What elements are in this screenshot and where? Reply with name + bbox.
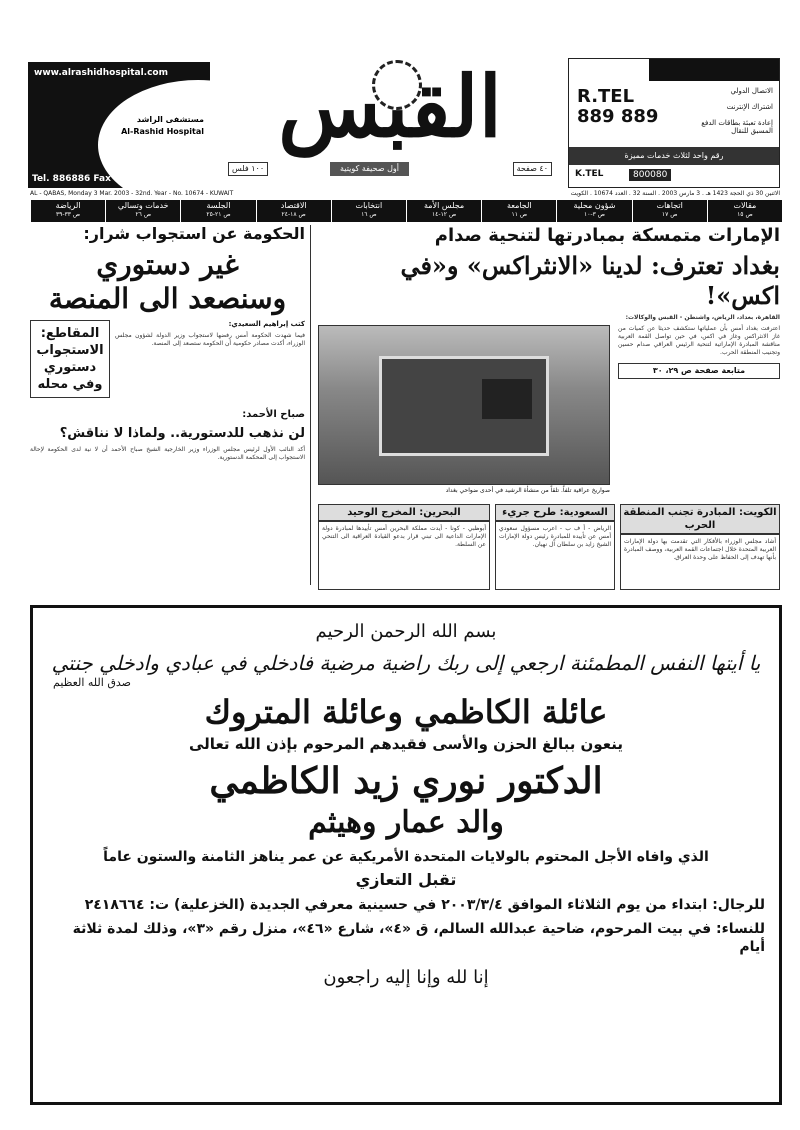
- main-dateline: القاهرة، بغداد، الرياض، واشنطن - القبس والوكالات:: [625, 314, 780, 321]
- closing-verse: إنا لله وإنا إليه راجعون: [323, 967, 489, 988]
- deceased-name: الدكتور نوري زيد الكاظمي: [209, 760, 603, 802]
- story-box-saudi: [495, 504, 615, 590]
- box-headline[interactable]: البحرين: المخرج الوحيد: [319, 505, 489, 522]
- tagline: أول صحيفة كويتية: [330, 162, 409, 176]
- ktel: K.TEL: [575, 169, 604, 179]
- ad-name-en: Al-Rashid Hospital: [121, 127, 204, 136]
- nav-item[interactable]: مقالات ص ١٥: [707, 200, 782, 222]
- hospital-ad: [28, 62, 210, 188]
- story-box-kuwait: [620, 504, 780, 590]
- service-2: اشتراك الإنترنت: [726, 103, 773, 111]
- box-headline[interactable]: السعودية: طرح جريء: [496, 505, 614, 522]
- photo-caption: صواريخ عراقية تلفاً. تلقاً من منشأة الرشيد في أحدى ضواحي بغداد: [445, 487, 610, 494]
- ad-band: رقم واحد لثلاث خدمات مميزة: [569, 147, 779, 165]
- sms-number: 800080: [629, 169, 671, 181]
- box-headline[interactable]: الكويت: المبادرة تجنب المنطقة الحرب: [621, 505, 779, 535]
- story-boxes: [318, 504, 780, 590]
- nav-item[interactable]: الجامعة ص ١١: [481, 200, 556, 222]
- main-kicker: الإمارات متمسكة بمبادرتها لتنحية صدام: [434, 225, 780, 246]
- side-story-row: [30, 320, 305, 398]
- nav-item[interactable]: انتخابات ص ١٦: [331, 200, 406, 222]
- rtel-number: 889 889: [577, 106, 659, 127]
- nav-item[interactable]: خدمات وتسالي ص ٢٦: [105, 200, 180, 222]
- service-3: إعادة تعبئة بطاقات الدفع المسبق للنقال: [701, 119, 773, 135]
- ad-url: www.alrashidhospital.com: [34, 68, 168, 78]
- women-condolences: للنساء: في بيت المرحوم، ضاحية عبدالله السالم، ق «٤»، شارع «٤٦»، منزل رقم «٣»، وذلك لمدة ثلاثة أيام: [72, 921, 765, 955]
- box-body: أبوظبي - كونا - أيدت مملكة البحرين أمس تأييدها لمبادرة دولة الإمارات الداعية الى تبني قرار بدعو القيادة العراقية الى التنحي عن السلطة.: [322, 525, 486, 548]
- families: عائلة الكاظمي وعائلة المتروك: [204, 693, 608, 731]
- pages-badge: ٤٠ صفحة: [513, 162, 552, 176]
- death-details: الذي وافاه الأجل المحتوم بالولايات المتحدة الأمريكية عن عمر يناهز الثامنة والستون عاماً: [103, 849, 709, 865]
- main-story: [318, 224, 780, 590]
- condolences-title: تقبل التعازي: [355, 870, 457, 889]
- sadaq: صدق الله العظيم: [53, 676, 131, 689]
- box-body: الرياض - أ ف ب - اعرب مسؤول سعودي أمس عن تأييده للمبادرة رئيس دولة الإمارات الشيخ زايد بن سلطان آل نهيان.: [499, 525, 611, 548]
- side-author: كتب إبراهيم السعيدي:: [228, 320, 305, 328]
- nav-item[interactable]: الجلسة ص ٢١-٢٥: [180, 200, 255, 222]
- story-box-bahrain: [318, 504, 490, 590]
- sub-headline[interactable]: لن نذهب للدستورية.. ولماذا لا نناقش؟: [59, 426, 305, 441]
- section-nav: [30, 200, 782, 222]
- side-headline-2: وسنصعد الى المنصة: [48, 282, 287, 315]
- service-1: الاتصال الدولي: [730, 87, 773, 95]
- sub-body: أكد النائب الأول لرئيس مجلس الوزراء وزير الخارجية الشيخ صباح الأحمد أن لا نية لدى الحكومة لإحالة الاستجواب إلى المحكمة الدستورية.: [30, 446, 305, 461]
- main-headline[interactable]: بغداد تعترف: لدينا «الانثراكس» و«في اكس»!: [400, 251, 780, 310]
- dateline-en: AL - QABAS, Monday 3 Mar. 2003 - 32nd. Year - No. 10674 - KUWAIT: [30, 190, 234, 197]
- nav-item[interactable]: شؤون محلية ص ٣-١٠: [556, 200, 631, 222]
- box-body: أشاد مجلس الوزراء بالأفكار التي تقدمت بها دولة الإمارات العربية المتحدة خلال اجتماعات القمة العربية، ووصف المبادرة بأنها تهدف إلى الحفاظ على وحدة العراق.: [624, 538, 776, 561]
- rtel-ad: [568, 58, 780, 188]
- men-condolences: للرجال: ابتداء من يوم الثلاثاء الموافق ٢٠٠٣/٣/٤ في حسينية معرفي الجديدة (الخزعلية) ت: ٢٤١٨٦٦٤: [84, 897, 765, 913]
- side-quote-box: المقاطع: الاستجواب دستوري وفي محله: [30, 320, 110, 398]
- obituary-notice: [30, 605, 782, 1105]
- nav-item[interactable]: مجلس الأمة ص ١٢-١٤: [406, 200, 481, 222]
- nav-item[interactable]: اتجاهات ص ١٧: [632, 200, 707, 222]
- rtel-brand-name: R.TEL: [577, 86, 635, 107]
- side-text-column: [115, 320, 305, 348]
- side-story: [30, 224, 305, 462]
- mourn-text: ينعون ببالغ الحزن والأسى فقيدهم المرحوم بإذن الله تعالى: [189, 735, 623, 753]
- side-headline[interactable]: [30, 248, 305, 316]
- deceased-children: والد عمار وهيثم: [308, 805, 504, 840]
- basmala: بسم الله الرحمن الرحيم: [315, 621, 497, 642]
- masthead-logo: [220, 58, 560, 188]
- dateline-ar: الاثنين 30 ذي الحجة 1423 هـ . 3 مارس 2003 . السنة 32 . العدد 10674 . الكويت: [570, 190, 780, 197]
- ad-tel: Tel. 886886 Fax 5652233: [32, 174, 158, 184]
- side-headline-1: غير دستوري: [96, 248, 239, 281]
- nav-item[interactable]: الرياضة ص ٣٣-٣٩: [30, 200, 105, 222]
- main-story-row: [318, 325, 780, 495]
- price-badge: ١٠٠ فلس: [228, 162, 268, 176]
- quran-verse: يا أيتها النفس المطمئنة ارجعي إلى ربك راضية مرضية فادخلي في عبادي وادخلي جنتي: [51, 651, 761, 675]
- sub-kicker: صباح الأحمد:: [242, 409, 305, 420]
- ad-hospital-name: [121, 114, 204, 138]
- logo-text: القبس: [278, 57, 502, 156]
- side-kicker: الحكومة عن استجواب شرار:: [83, 224, 305, 243]
- side-body: فيما شهدت الحكومة أمس رفضها لاستجواب وزير الدولة لشؤون مجلس الوزراء، أكدت مصادر حكومية أن الحكومة ستصعد إلى المنصة.: [115, 332, 305, 347]
- rtel-brand: [577, 87, 658, 127]
- main-text-column: [618, 325, 780, 379]
- column-divider: [310, 225, 311, 585]
- nav-item[interactable]: الاقتصاد ص ١٨-٢٤: [256, 200, 331, 222]
- truck-photo: [318, 325, 610, 485]
- ad-name-ar: مستشفى الراشد: [136, 115, 204, 124]
- follow-link[interactable]: متابعة صفحة ص ٢٩، ٣٠: [618, 363, 780, 379]
- photo-block: [318, 325, 610, 495]
- main-body: اعترفت بغداد أمس بأن عملياتها ستكشف حديثا عن كميات من غاز الانثراكس وغاز في اكس، في حين تواصل القمة العربية مناقشة المبادرة الإماراتية لتنحية الرئيس العراقي صدام حسين وتجنيب المنطقة الحرب.: [618, 325, 780, 356]
